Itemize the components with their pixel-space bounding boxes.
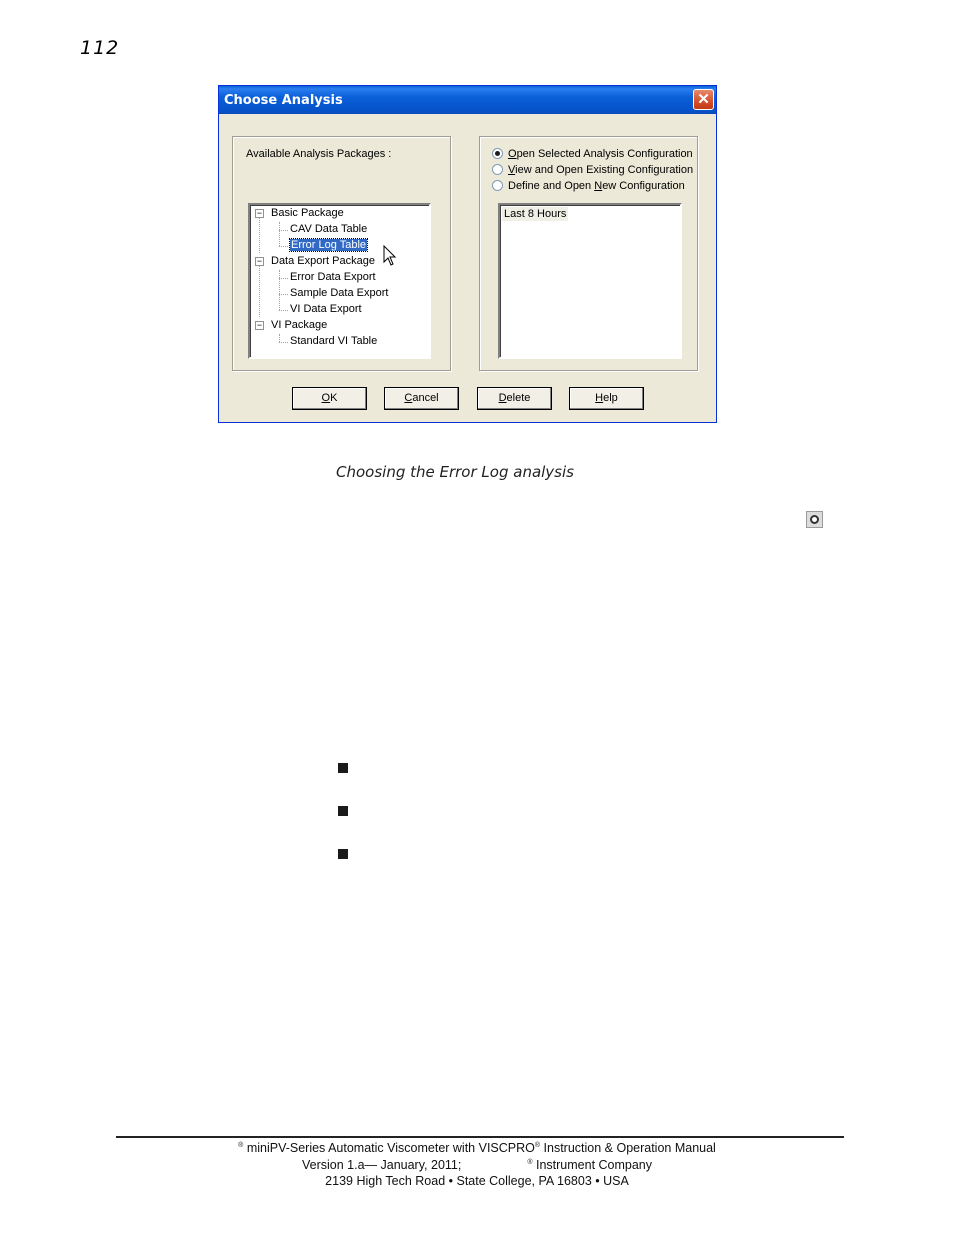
tree-connector xyxy=(259,218,260,253)
tree-package-node[interactable]: Data Export Package xyxy=(271,255,375,267)
button-label: elete xyxy=(506,392,531,404)
tree-item[interactable] xyxy=(290,302,362,317)
registered-mark: ® xyxy=(238,1142,244,1149)
tree-package-node[interactable]: Basic Package xyxy=(271,207,344,219)
radio-label: pen Selected Analysis Configuration xyxy=(516,148,693,160)
radio-accesskey: V xyxy=(508,164,516,176)
radio-option[interactable] xyxy=(492,178,685,194)
radio-accesskey: O xyxy=(508,148,517,160)
tree-item[interactable] xyxy=(290,222,367,237)
radio-label: iew and Open Existing Configuration xyxy=(515,164,694,176)
radio-icon[interactable] xyxy=(492,148,503,159)
tree-item-label: Error Log Table xyxy=(291,239,367,251)
collapse-icon[interactable]: − xyxy=(256,320,263,330)
button-label: K xyxy=(330,392,338,404)
radio-label: ew Configuration xyxy=(602,180,685,192)
radio-icon[interactable] xyxy=(492,164,503,175)
dialog-title: Choose Analysis xyxy=(224,93,343,108)
radio-label: Define and Open xyxy=(508,180,595,192)
cancel-button[interactable] xyxy=(384,387,459,410)
button-label: elp xyxy=(603,392,618,404)
tree-connector xyxy=(279,278,288,279)
tree-connector xyxy=(279,294,288,295)
radio-button-icon xyxy=(806,511,823,528)
square-bullet-icon xyxy=(338,806,348,816)
button-accesskey: H xyxy=(595,392,604,404)
choose-analysis-dialog xyxy=(218,85,717,423)
footer-rule xyxy=(116,1136,844,1138)
radio-accesskey: N xyxy=(594,180,603,192)
delete-button[interactable] xyxy=(477,387,552,410)
footer-title-line xyxy=(0,1141,954,1155)
collapse-icon[interactable]: − xyxy=(256,256,263,266)
dialog-titlebar[interactable] xyxy=(219,86,716,114)
tree-connector xyxy=(279,246,288,247)
tree-connector xyxy=(279,222,280,246)
tree-connector xyxy=(279,230,288,231)
button-accesskey: D xyxy=(498,392,507,404)
collapse-icon[interactable]: − xyxy=(256,208,263,218)
footer-address: 2139 High Tech Road • State College, PA 16803 • USA xyxy=(325,1174,629,1188)
tree-item[interactable] xyxy=(290,286,388,301)
page-number: 112 xyxy=(80,37,120,59)
close-icon[interactable]: ✕ xyxy=(693,89,714,110)
tree-item[interactable] xyxy=(290,334,377,349)
configuration-item[interactable]: Last 8 Hours xyxy=(504,208,567,220)
analysis-package-tree[interactable] xyxy=(248,203,431,359)
tree-item[interactable] xyxy=(290,238,367,253)
help-button[interactable] xyxy=(569,387,644,410)
configuration-listbox[interactable] xyxy=(498,203,682,359)
tree-connector xyxy=(279,310,288,311)
registered-mark: ® xyxy=(534,1142,541,1149)
radio-option[interactable] xyxy=(492,146,693,162)
button-accesskey: C xyxy=(404,392,413,404)
figure-caption: Choosing the Error Log analysis xyxy=(336,463,574,481)
mouse-pointer-icon xyxy=(383,245,397,267)
tree-item[interactable] xyxy=(290,270,376,285)
registered-mark: ® xyxy=(527,1159,533,1166)
footer-version-line xyxy=(0,1158,954,1172)
ok-button[interactable] xyxy=(292,387,367,410)
square-bullet-icon xyxy=(338,849,348,859)
button-label: ancel xyxy=(412,392,439,404)
tree-connector xyxy=(259,266,260,317)
tree-package-node[interactable]: VI Package xyxy=(271,319,328,331)
packages-label: Available Analysis Packages : xyxy=(246,148,392,160)
tree-item-label: VI Data Export xyxy=(290,303,362,315)
radio-option[interactable] xyxy=(492,162,693,178)
footer-manual-title: miniPV-Series Automatic Viscometer with VISCPRO xyxy=(246,1141,535,1155)
tree-item-label: Error Data Export xyxy=(290,271,376,283)
button-accesskey: O xyxy=(321,392,331,404)
footer-version: Version 1.a— January, 2011; xyxy=(301,1158,462,1172)
tree-item-label: Standard VI Table xyxy=(290,335,378,347)
tree-connector xyxy=(279,334,280,342)
configuration-groupbox xyxy=(479,136,698,371)
tree-item-label: Sample Data Export xyxy=(290,287,389,299)
tree-item-label: CAV Data Table xyxy=(290,223,368,235)
footer-company: Instrument Company xyxy=(532,1158,653,1172)
tree-connector xyxy=(279,342,288,343)
tree-connector xyxy=(279,270,280,310)
radio-icon[interactable] xyxy=(492,180,503,191)
footer-manual-subtitle: Instruction & Operation Manual xyxy=(540,1141,716,1155)
square-bullet-icon xyxy=(338,763,348,773)
packages-groupbox xyxy=(232,136,451,371)
